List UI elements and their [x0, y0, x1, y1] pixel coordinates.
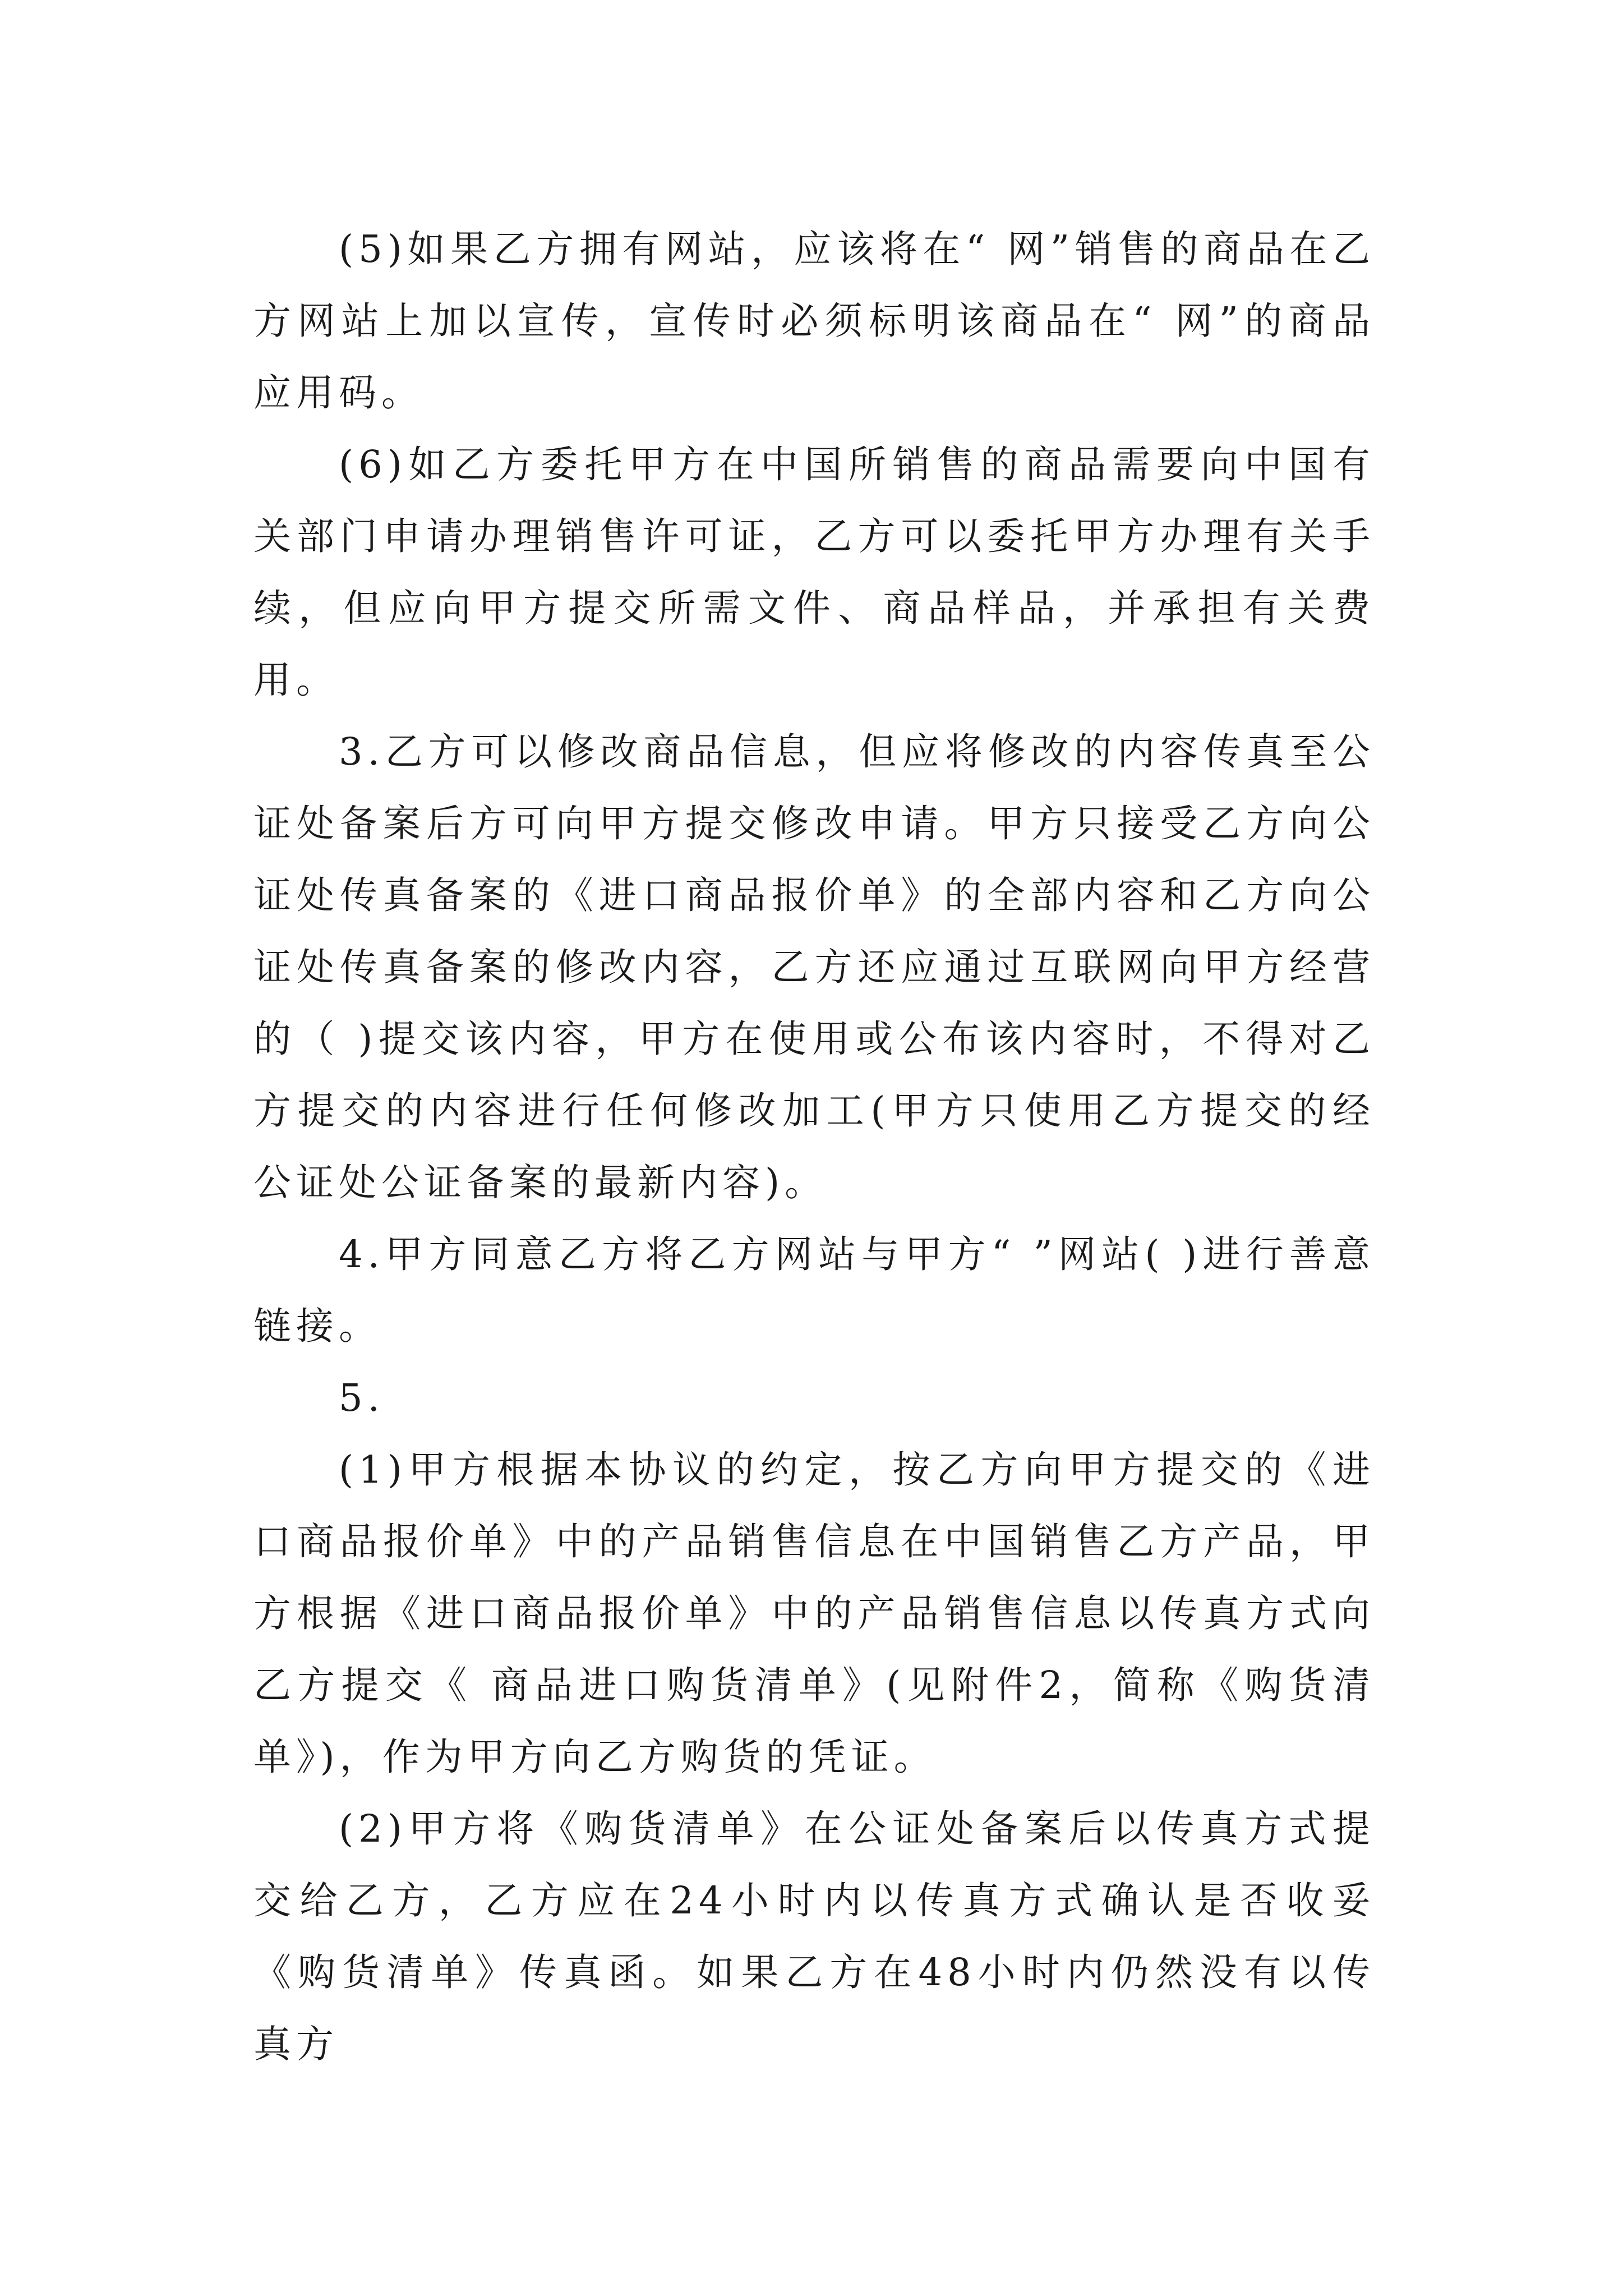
document-body [253, 213, 1375, 2080]
paragraph-section-4-link: 4.甲方同意乙方将乙方网站与甲方“ ”网站( )进行善意链接。 [253, 1232, 1375, 1348]
paragraph-clause-2-fax-confirm: (2)甲方将《购货清单》在公证处备案后以传真方式提交给乙方，乙方应在24小时内以传真方式确认是否收妥《购货清单》传真函。如果乙方在48小时内仍然没有以传真方 [253, 1807, 1375, 2066]
paragraph-section-3-modify-info: 3.乙方可以修改商品信息，但应将修改的内容传真至公证处备案后方可向甲方提交修改申请。甲方只接受乙方向公证处传真备案的《进口商品报价单》的全部内容和乙方向公证处传真备案的修改内容，乙方还应通过互联网向甲方经营的（ )提交该内容，甲方在使用或公布该内容时，不得对乙方提交的内容进行任何修改加工(甲方只使用乙方提交的经公证处公证备案的最新内容)。 [253, 730, 1375, 1204]
paragraph-section-5-heading: 5. [339, 1376, 385, 1420]
paragraph-clause-6-sales-license: (6)如乙方委托甲方在中国所销售的商品需要向中国有关部门申请办理销售许可证，乙方可以委托甲方办理有关手续，但应向甲方提交所需文件、商品样品，并承担有关费用。 [253, 443, 1375, 702]
paragraph-clause-5-website: (5)如果乙方拥有网站，应该将在“ 网”销售的商品在乙方网站上加以宣传，宣传时必须标明该商品在“ 网”的商品应用码。 [253, 227, 1375, 415]
paragraph-clause-1-purchase-list: (1)甲方根据本协议的约定，按乙方向甲方提交的《进口商品报价单》中的产品销售信息在中国销售乙方产品，甲方根据《进口商品报价单》中的产品销售信息以传真方式向乙方提交《 商品进口购货清单》(见附件2，简称《购货清单》)，作为甲方向乙方购货的凭证。 [253, 1448, 1375, 1779]
